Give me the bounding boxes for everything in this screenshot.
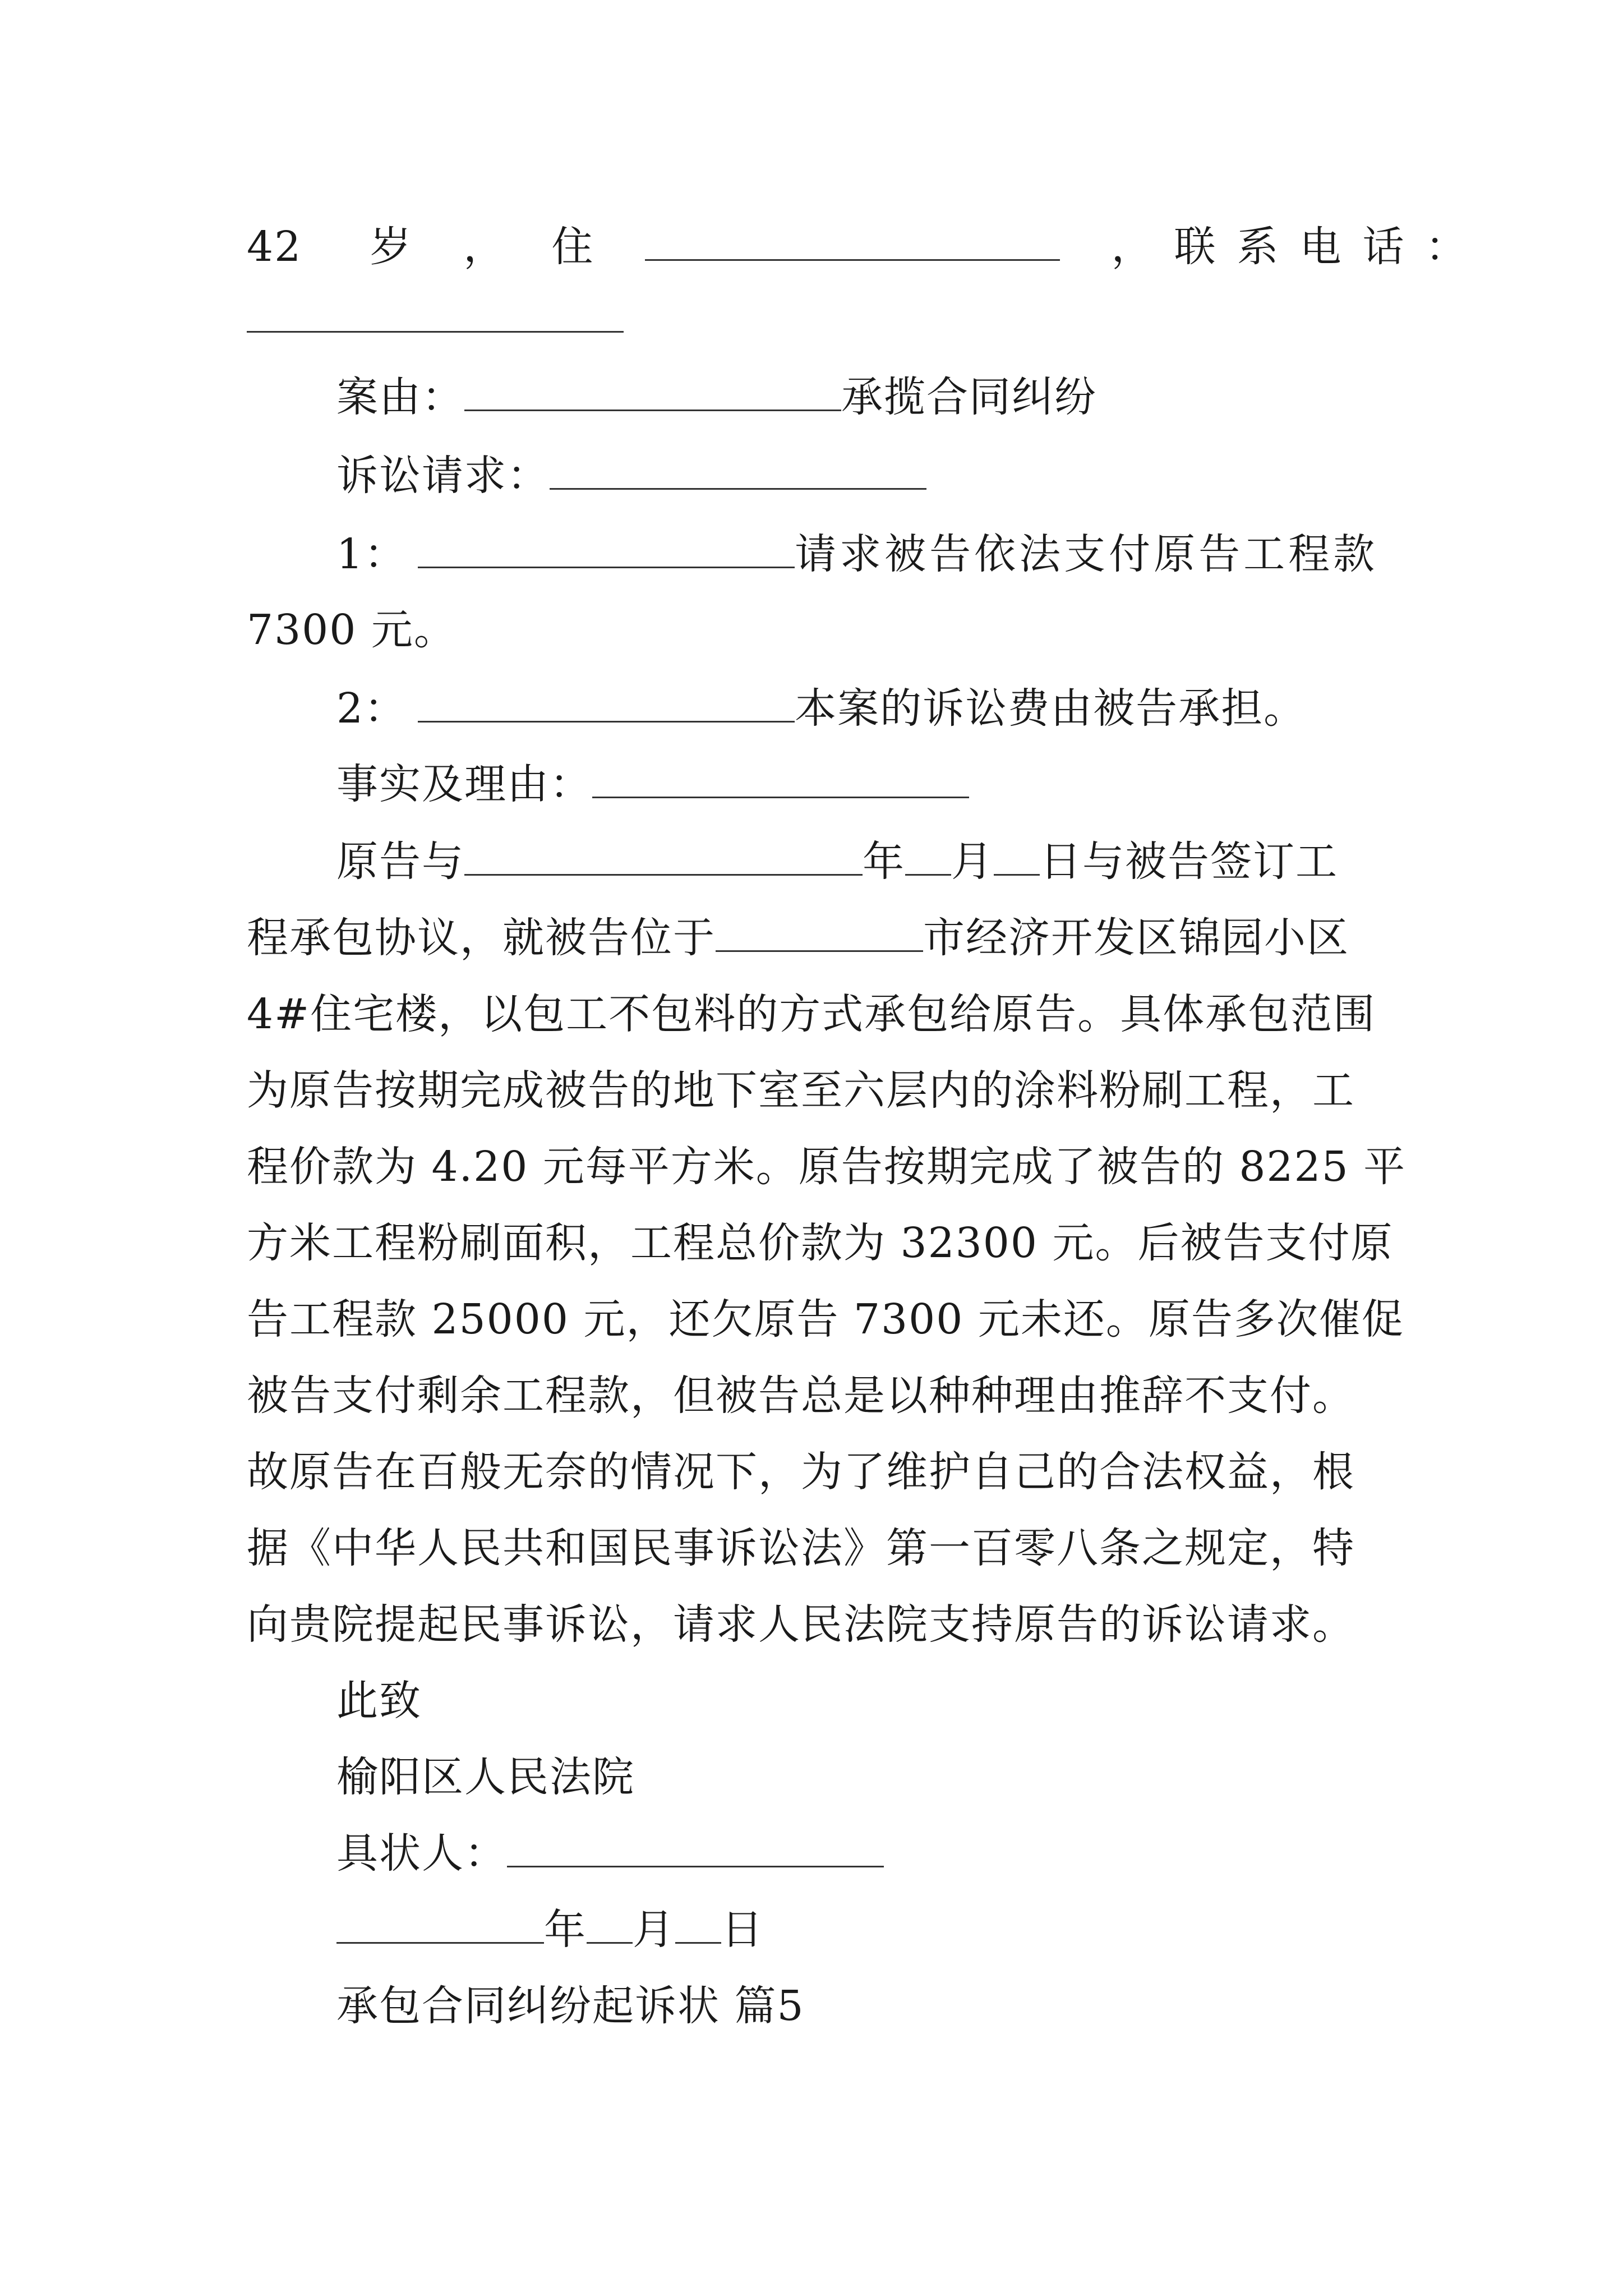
facts-text: 告工程款 25000 元，还欠原告 7300 元未还。原告多次催促 xyxy=(247,1295,1404,1343)
facts-line-4 xyxy=(247,1064,1355,1117)
claim-1-blank xyxy=(418,535,795,568)
facts-line-8 xyxy=(247,1369,1355,1423)
day-blank xyxy=(994,843,1040,876)
facts-line-7 xyxy=(247,1292,1404,1346)
closing-line xyxy=(336,1674,422,1728)
claim-1-continuation xyxy=(247,603,457,657)
claim-1-number: 1： xyxy=(336,530,407,578)
claim-2-line xyxy=(336,682,1306,735)
age-unit: 岁 xyxy=(370,223,413,271)
facts-text: 市经济开发区锦园小区 xyxy=(923,914,1349,962)
address-label: 住 xyxy=(551,223,594,271)
phone-blank xyxy=(247,300,624,333)
facts-blank xyxy=(592,765,969,798)
address-blank xyxy=(645,228,1060,261)
facts-text: 4#住宅楼，以包工不包料的方式承包给原告。具体承包范围 xyxy=(247,990,1376,1038)
claims-blank xyxy=(550,457,926,490)
month-blank xyxy=(905,843,951,876)
facts-line-3 xyxy=(247,987,1376,1041)
court-line xyxy=(336,1750,635,1804)
month-label: 月 xyxy=(633,1906,675,1954)
city-blank xyxy=(716,919,923,952)
signer-label: 具状人： xyxy=(336,1829,507,1878)
court-name: 榆阳区人民法院 xyxy=(336,1753,635,1801)
facts-text: 方米工程粉刷面积，工程总价款为 32300 元。后被告支付原 xyxy=(247,1219,1394,1267)
day-blank xyxy=(675,1911,721,1944)
comma: ， xyxy=(463,223,506,271)
facts-heading-line xyxy=(336,757,969,811)
party-info-line xyxy=(247,220,1488,274)
date-line xyxy=(336,1903,764,1957)
facts-label: 事实及理由： xyxy=(336,760,592,808)
facts-text: 故原告在百般无奈的情况下，为了维护自己的合法权益，根 xyxy=(247,1448,1355,1496)
year-label: 年 xyxy=(544,1906,587,1954)
section-title: 承包合同纠纷起诉状 篇5 xyxy=(336,1982,805,2030)
phone-blank-line xyxy=(247,292,624,346)
claims-heading-line xyxy=(336,449,926,503)
month-label: 月 xyxy=(951,838,994,886)
facts-line-5 xyxy=(247,1140,1406,1194)
cause-label: 案由： xyxy=(336,373,464,421)
phone-label: ，联系电话： xyxy=(1111,223,1488,271)
claim-2-text: 本案的诉讼费由被告承担。 xyxy=(795,684,1307,733)
claim-2-blank xyxy=(418,689,795,723)
facts-text: 向贵院提起民事诉讼，请求人民法院支持原告的诉讼请求。 xyxy=(247,1600,1355,1649)
claim-1-text: 请求被告依法支付原告工程款 xyxy=(795,530,1378,578)
year-label: 年 xyxy=(863,838,905,886)
facts-text: 被告支付剩余工程款，但被告总是以种种理由推辞不支付。 xyxy=(247,1372,1355,1420)
facts-text: 日与被告签订工 xyxy=(1040,838,1338,886)
cause-blank xyxy=(464,378,841,411)
claims-label: 诉讼请求： xyxy=(336,452,550,500)
closing-text: 此致 xyxy=(336,1677,422,1725)
cause-value: 承揽合同纠纷 xyxy=(841,373,1097,421)
signer-blank xyxy=(507,1834,884,1867)
next-section-heading xyxy=(336,1979,805,2033)
cause-line xyxy=(336,370,1097,424)
facts-line-9 xyxy=(247,1445,1355,1499)
facts-line-10 xyxy=(247,1521,1355,1575)
month-blank xyxy=(587,1911,633,1944)
signer-line xyxy=(336,1826,884,1880)
party-blank xyxy=(464,843,863,876)
facts-text: 程承包协议，就被告位于 xyxy=(247,914,716,962)
claim-1-amount: 7300 元。 xyxy=(247,606,457,654)
facts-text: 为原告按期完成被告的地下室至六层内的涂料粉刷工程，工 xyxy=(247,1066,1355,1115)
day-label: 日 xyxy=(721,1906,764,1954)
facts-line-11 xyxy=(247,1598,1355,1651)
year-blank xyxy=(336,1911,544,1944)
claim-1-line xyxy=(336,527,1378,581)
facts-line-6 xyxy=(247,1216,1393,1270)
claim-2-number: 2： xyxy=(336,684,407,733)
facts-text: 据《中华人民共和国民事诉讼法》第一百零八条之规定，特 xyxy=(247,1524,1355,1572)
facts-line-2 xyxy=(247,911,1349,965)
facts-text: 原告与 xyxy=(336,838,464,886)
facts-line-1 xyxy=(336,835,1338,889)
facts-text: 程价款为 4.20 元每平方米。原告按期完成了被告的 8225 平 xyxy=(247,1143,1407,1191)
age-value: 42 xyxy=(247,223,302,271)
